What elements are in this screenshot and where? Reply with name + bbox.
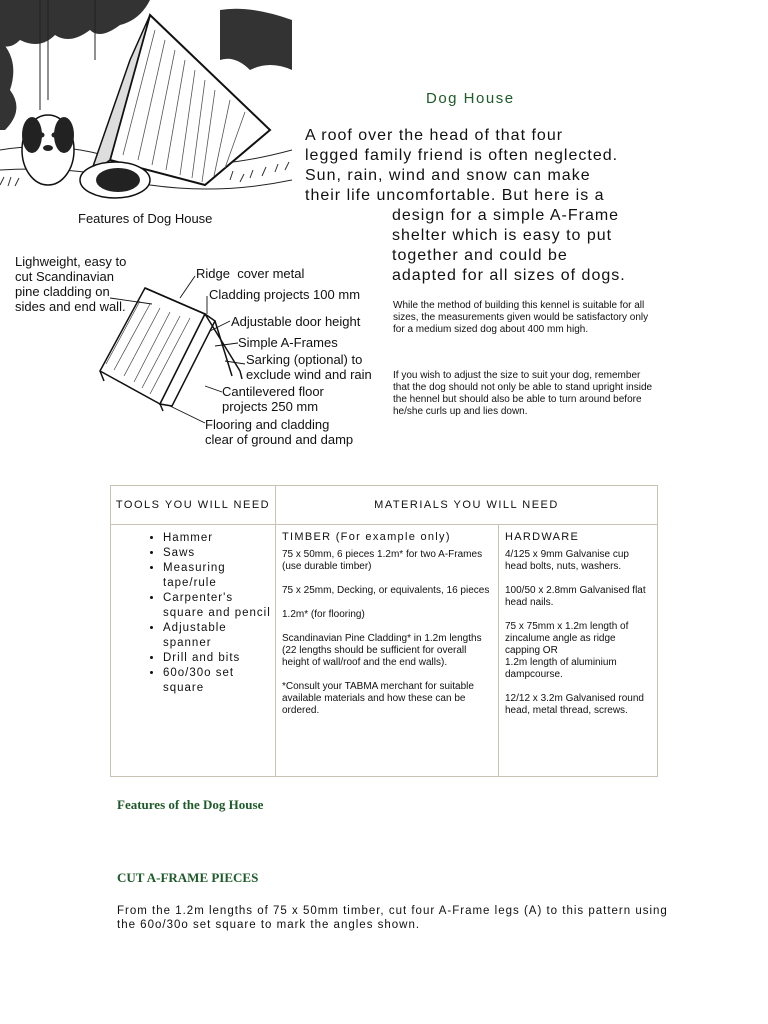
callout-flooring-clearance: Flooring and cladding clear of ground and damp <box>205 417 354 447</box>
hardware-header: HARDWARE <box>505 531 580 543</box>
callout-cladding-projects: Cladding projects 100 mm <box>209 287 361 302</box>
timber-item: *Consult your TABMA merchant for suitable available materials and how these can be ordered. <box>282 681 474 716</box>
intro-paragraph-part-b <box>392 206 626 286</box>
page-title: Dog House <box>426 90 515 107</box>
callout-sarking: Sarking (optional) to exclude wind and rain <box>246 352 372 382</box>
intro-line: Sun, rain, wind and snow can make <box>305 167 591 184</box>
cut-a-frame-heading: CUT A-FRAME PIECES <box>117 870 259 885</box>
hardware-item: 100/50 x 2.8mm Galvanised flat head nails. <box>505 585 646 608</box>
intro-line: A roof over the head of that four <box>305 127 564 144</box>
intro-line: legged family friend is often neglected. <box>305 147 619 164</box>
features-diagram <box>0 246 390 456</box>
dog-house-illustration <box>0 0 292 206</box>
tools-cell <box>111 525 276 777</box>
tools-header-label: TOOLS YOU WILL NEED <box>115 499 271 511</box>
intro-line: design for a simple A-Frame <box>392 207 620 224</box>
tools-materials-table <box>110 485 658 777</box>
hardware-cell <box>499 525 658 777</box>
tool-item: • Drill and bits <box>163 651 275 666</box>
timber-header: TIMBER (For example only) <box>282 531 451 543</box>
tools-header <box>111 486 276 525</box>
intro-line: together and could be <box>392 247 568 264</box>
tool-item: • Saws <box>163 546 275 561</box>
intro-paragraph-part-a <box>305 126 618 206</box>
materials-header <box>276 486 658 525</box>
tool-item: • Measuring tape/rule <box>163 561 275 591</box>
features-heading: Features of the Dog House <box>117 797 264 812</box>
intro-line: adapted for all sizes of dogs. <box>392 267 626 284</box>
timber-item: 75 x 50mm, 6 pieces 1.2m* for two A-Frames (use durable timber) <box>282 549 483 572</box>
materials-header-label: MATERIALS YOU WILL NEED <box>374 499 559 511</box>
timber-item: 75 x 25mm, Decking, or equivalents, 16 pieces <box>282 585 490 596</box>
tool-item: • 60o/30o set square <box>163 666 275 696</box>
hardware-item: 4/125 x 9mm Galvanise cup head bolts, nuts, washers. <box>505 549 629 572</box>
callout-ridge-cover: Ridge cover metal <box>196 266 305 281</box>
hardware-item: 12/12 x 3.2m Galvanised round head, metal thread, screws. <box>505 693 644 716</box>
cut-a-frame-instructions: From the 1.2m lengths of 75 x 50mm timber, cut four A-Frame legs (A) to this pattern using the 60o/30o set square to mark the angles shown. <box>117 905 668 931</box>
hardware-item: 75 x 75mm x 1.2m length of zincalume angle as ridge capping OR 1.2m length of aluminium dampcourse. <box>505 621 629 680</box>
tool-item: • Carpenter's square and pencil <box>163 591 275 621</box>
adjust-size-paragraph: If you wish to adjust the size to suit your dog, remember that the dog should not only be able to stand upright inside the hennel but should also be able to turn around before he/she curls up and lies down. <box>393 370 653 417</box>
intro-line: shelter which is easy to put <box>392 227 613 244</box>
timber-cell <box>276 525 499 777</box>
callout-door-height: Adjustable door height <box>231 314 361 329</box>
callout-cantilevered-floor: Cantilevered floor projects 250 mm <box>222 384 324 414</box>
callout-simple-a-frames: Simple A-Frames <box>238 335 338 350</box>
callout-cladding-material: Lighweight, easy to cut Scandinavian pine cladding on sides and end wall. <box>15 254 127 314</box>
tool-item: • Adjustable spanner <box>163 621 275 651</box>
timber-item: Scandinavian Pine Cladding* in 1.2m lengths (22 lengths should be sufficient for overall height of wall/roof and the end walls). <box>282 633 482 668</box>
tools-list <box>111 531 275 696</box>
size-note-paragraph: While the method of building this kennel is suitable for all sizes, the measurements given would be satisfactory only for a medium sized dog about 400 mm high. <box>393 300 649 335</box>
tool-item: • Hammer <box>163 531 275 546</box>
intro-line: their life uncomfortable. But here is a <box>305 187 605 204</box>
timber-item: 1.2m* (for flooring) <box>282 609 365 620</box>
illustration-caption: Features of Dog House <box>78 211 213 226</box>
